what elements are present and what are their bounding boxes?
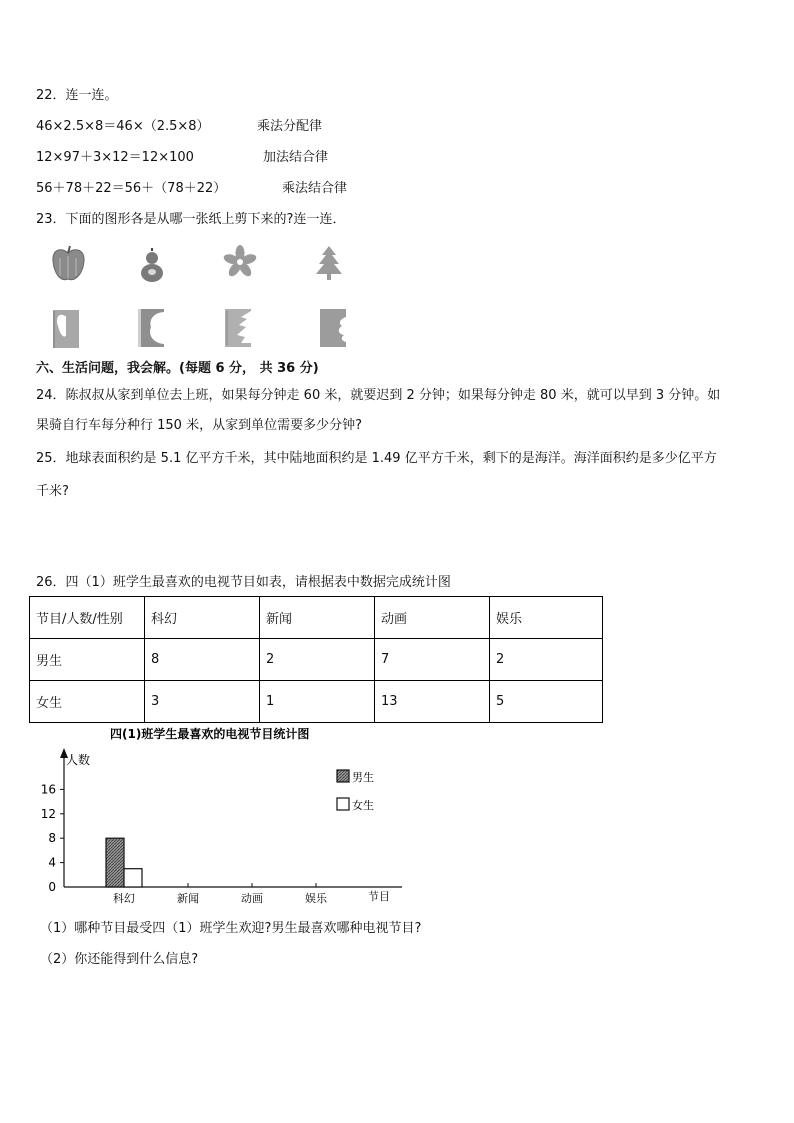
table-cell: 节目/人数/性别 <box>30 597 145 639</box>
q26-title: 26．四（1）班学生最喜欢的电视节目如表，请根据表中数据完成统计图 <box>36 575 451 590</box>
table-cell: 13 <box>375 681 490 723</box>
bar-chart <box>30 722 420 912</box>
table-cell: 娱乐 <box>490 597 603 639</box>
table-cell: 动画 <box>375 597 490 639</box>
table-cell: 科幻 <box>145 597 260 639</box>
cut-paper-tree-icon <box>223 307 253 349</box>
x-tick-label: 科幻 <box>113 892 135 905</box>
q25-line-1: 25．地球表面积约是 5.1 亿平方千米，其中陆地面积约是 1.49 亿平方千米，剩下的是海洋。海洋面积约是多少亿平方 <box>36 451 717 466</box>
table-cell: 2 <box>260 639 375 681</box>
x-tick-label: 新闻 <box>177 892 199 905</box>
table-cell: 男生 <box>30 639 145 681</box>
x-axis-label: 节目 <box>368 890 390 903</box>
q24-line-2: 果骑自行车每分种行 150 米，从家到单位需要多少分钟? <box>36 418 362 433</box>
table-cell: 3 <box>145 681 260 723</box>
y-tick-label: 16 <box>40 782 56 797</box>
x-tick-label: 娱乐 <box>305 892 327 905</box>
table-header-row <box>30 597 603 639</box>
legend-label: 女生 <box>352 799 374 812</box>
gourd-icon <box>136 245 168 285</box>
q23-title: 23．下面的图形各是从哪一张纸上剪下来的?连一连． <box>36 212 346 227</box>
bar-female <box>124 869 142 887</box>
q26-sub-1: （1）哪种节目最受四（1）班学生欢迎?男生最喜欢哪种电视节目? <box>40 921 422 936</box>
q22-law-2: 加法结合律 <box>263 150 329 165</box>
q26-sub-2: （2）你还能得到什么信息? <box>40 952 199 967</box>
cut-paper-gourd-icon <box>136 307 166 349</box>
cut-paper-apple-icon <box>51 308 81 350</box>
y-tick-label: 12 <box>40 806 56 821</box>
legend-swatch <box>337 798 349 810</box>
q22-expr-3: 56＋78＋22＝56＋（78＋22） <box>36 181 227 196</box>
y-tick-label: 4 <box>48 855 56 870</box>
table-row <box>30 639 603 681</box>
y-tick-label: 8 <box>48 831 56 846</box>
q22-expr-2: 12×97＋3×12＝12×100 <box>36 150 194 165</box>
y-tick-label: 0 <box>48 880 56 894</box>
y-axis-label: 人数 <box>66 753 91 767</box>
table-cell: 2 <box>490 639 603 681</box>
q24-line-1: 24．陈叔叔从家到单位去上班，如果每分钟走 60 米，就要迟到 2 分钟；如果每分钟走 80 米，就可以早到 3 分钟。如 <box>36 388 721 403</box>
flower-icon <box>222 244 258 280</box>
bar-male <box>106 838 124 887</box>
apple-icon <box>50 244 86 284</box>
table-cell: 新闻 <box>260 597 375 639</box>
cut-paper-flower-icon <box>318 307 348 349</box>
legend-label: 男生 <box>352 771 374 784</box>
table-cell: 5 <box>490 681 603 723</box>
table-row <box>30 681 603 723</box>
legend-swatch <box>337 770 349 782</box>
table-cell: 8 <box>145 639 260 681</box>
q22-law-3: 乘法结合律 <box>282 181 348 196</box>
q25-line-2: 千米? <box>36 484 69 499</box>
tree-icon <box>314 244 344 282</box>
section-6-title: 六、生活问题，我会解。(每题 6 分， 共 36 分) <box>36 361 319 376</box>
table-cell: 7 <box>375 639 490 681</box>
q22-title: 22．连一连。 <box>36 88 118 103</box>
tv-program-table <box>29 596 603 723</box>
q22-expr-1: 46×2.5×8＝46×（2.5×8） <box>36 119 210 134</box>
chart-title: 四(1)班学生最喜欢的电视节目统计图 <box>110 727 310 741</box>
table-cell: 女生 <box>30 681 145 723</box>
x-tick-label: 动画 <box>241 892 263 905</box>
q22-law-1: 乘法分配律 <box>257 119 323 134</box>
table-cell: 1 <box>260 681 375 723</box>
